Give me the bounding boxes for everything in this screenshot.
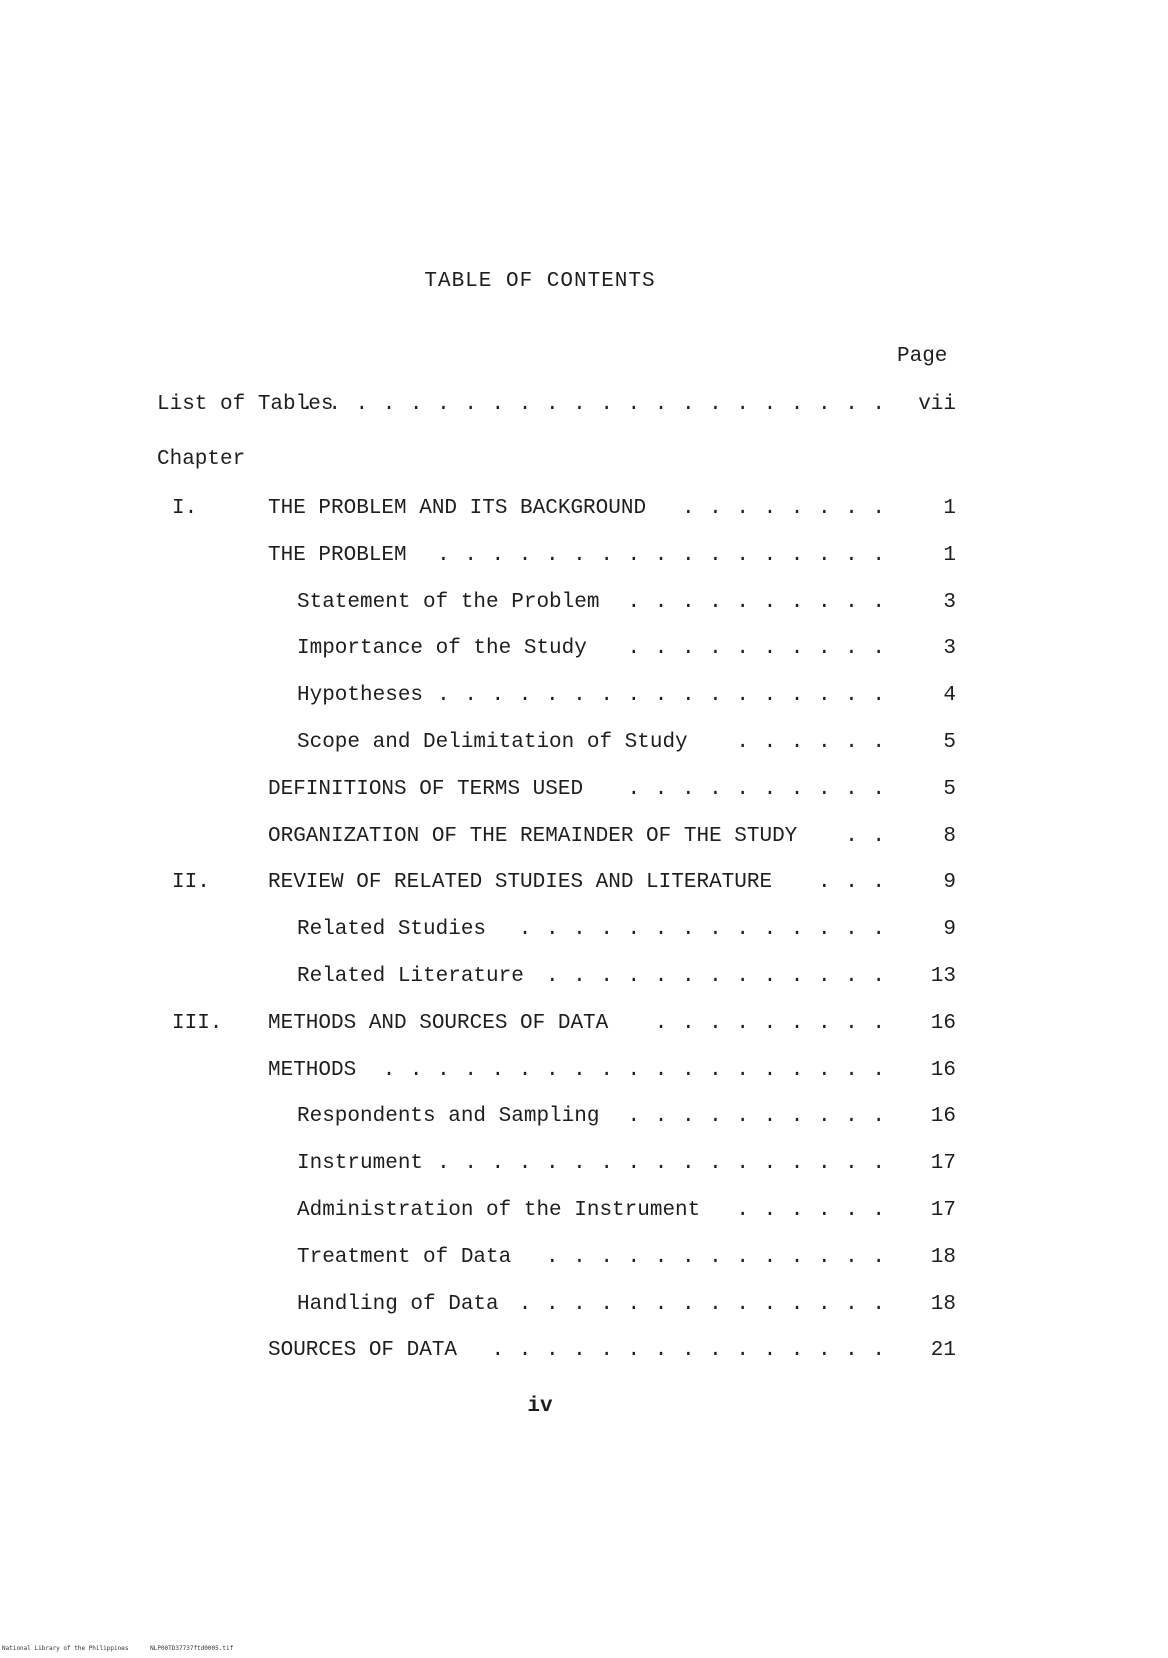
toc-entry-page: 21 [930,1339,956,1363]
dot-leaders: . . . . . . . . . [654,1011,886,1035]
toc-entry-page: 16 [930,1058,956,1082]
dot-leaders: . . . . . . . . . . . . . . . . . . . [382,1058,886,1082]
toc-entry [0,1149,1168,1179]
toc-entry-text: Importance of the Study [297,637,587,661]
dot-leaders: . . . . . . . . . . . . . [545,1245,886,1269]
toc-entry-list-of-tables [0,390,1168,420]
toc-entry [0,494,1168,524]
toc-entry [0,775,1168,805]
toc-entry-number: II. [172,871,210,895]
page-folio: iv [527,1395,553,1418]
chapter-label: Chapter [157,448,246,471]
toc-entry-page: vii [918,393,956,416]
toc-entry-text: THE PROBLEM AND ITS BACKGROUND [268,497,647,520]
toc-entry-text: Instrument [297,1152,424,1176]
dot-leaders: . . . . . . [736,1199,886,1222]
toc-entry [0,728,1168,758]
page-column-label: Page [897,345,948,368]
toc-entry [0,681,1168,711]
dot-leaders: . . [845,824,886,848]
dot-leaders: . . . . . . . . . . [627,637,886,661]
toc-entry-text: Scope and Delimitation of Study [297,731,688,754]
toc-entry [0,822,1168,852]
toc-entry-page: 9 [943,918,956,942]
toc-entry-text: Administration of the Instrument [297,1199,701,1222]
toc-entry-text: METHODS AND SOURCES OF DATA [268,1011,609,1035]
toc-entry-page: 1 [943,497,956,520]
toc-entry-text: Related Studies [297,918,487,942]
toc-entry-text: REVIEW OF RELATED STUDIES AND LITERATURE [268,871,773,895]
toc-entry-page: 9 [943,871,956,895]
dot-leaders: . . . . . . . . . . . . . . . [491,1339,886,1363]
toc-entry [0,1056,1168,1086]
toc-entry-page: 1 [943,543,956,567]
toc-entry [0,1290,1168,1320]
toc-entry-text: METHODS [268,1058,357,1082]
dot-leaders: . . . . . . . . . . [627,590,886,614]
dot-leaders: . . . . . . . . . . [627,777,886,801]
toc-entry-page: 17 [930,1152,956,1176]
toc-entry-page: 18 [930,1292,956,1316]
toc-entry [0,1009,1168,1039]
dot-leaders: . . . . . . . . . . . . . [545,965,886,988]
dot-leaders: . . . . . . . . . . . . . . . . . . . . . . [301,393,886,416]
dot-leaders: . . . . . . . . . . . . . . . . . [437,1152,886,1176]
dot-leaders: . . . . . . . . . . [627,1105,886,1129]
toc-entry-page: 3 [943,590,956,614]
dot-leaders: . . . . . . . . [681,497,886,520]
toc-entry-text: THE PROBLEM [268,543,407,567]
toc-entry-page: 5 [943,777,956,801]
toc-entry-page: 17 [930,1199,956,1222]
toc-entry-page: 4 [943,684,956,708]
toc-entry [0,1336,1168,1366]
toc-entry [0,634,1168,664]
toc-entry-page: 3 [943,637,956,661]
dot-leaders: . . . . . . . . . . . . . . . . . [437,543,886,567]
toc-entry-page: 16 [930,1105,956,1129]
toc-entry [0,1102,1168,1132]
dot-leaders: . . . . . . . . . . . . . . [518,918,886,942]
toc-entry-text: List of Tables [157,393,334,416]
toc-entry-number: I. [172,497,198,520]
toc-entry-text: Treatment of Data [297,1245,512,1269]
toc-entry-text: Statement of the Problem [297,590,600,614]
dot-leaders: . . . . . . . . . . . . . . . . . [437,684,886,708]
toc-entry-page: 18 [930,1245,956,1269]
scan-footer: National Library of the Philippines NLP00TD37737ftd0005.tif [2,1645,234,1652]
toc-entry-text: Related Literature [297,965,524,988]
toc-entry-text: DEFINITIONS OF TERMS USED [268,777,584,801]
toc-title: TABLE OF CONTENTS [424,270,656,293]
toc-entry-text: SOURCES OF DATA [268,1339,458,1363]
toc-entry [0,915,1168,945]
dot-leaders: . . . . . . . . . . . . . . [518,1292,886,1316]
toc-entry [0,541,1168,571]
dot-leaders: . . . [817,871,886,895]
toc-entry [0,962,1168,992]
toc-entry [0,1196,1168,1226]
toc-entry-text: Hypotheses [297,684,424,708]
toc-entry [0,1243,1168,1273]
toc-entry [0,868,1168,898]
toc-entry-text: ORGANIZATION OF THE REMAINDER OF THE STUDY [268,824,798,848]
toc-entry-page: 8 [943,824,956,848]
toc-entry-text: Handling of Data [297,1292,499,1316]
toc-entry [0,588,1168,618]
dot-leaders: . . . . . . [736,731,886,754]
toc-entry-page: 5 [943,731,956,754]
toc-entry-page: 13 [930,965,956,988]
toc-entry-text: Respondents and Sampling [297,1105,600,1129]
toc-entry-number: III. [172,1011,223,1035]
toc-entry-page: 16 [930,1011,956,1035]
